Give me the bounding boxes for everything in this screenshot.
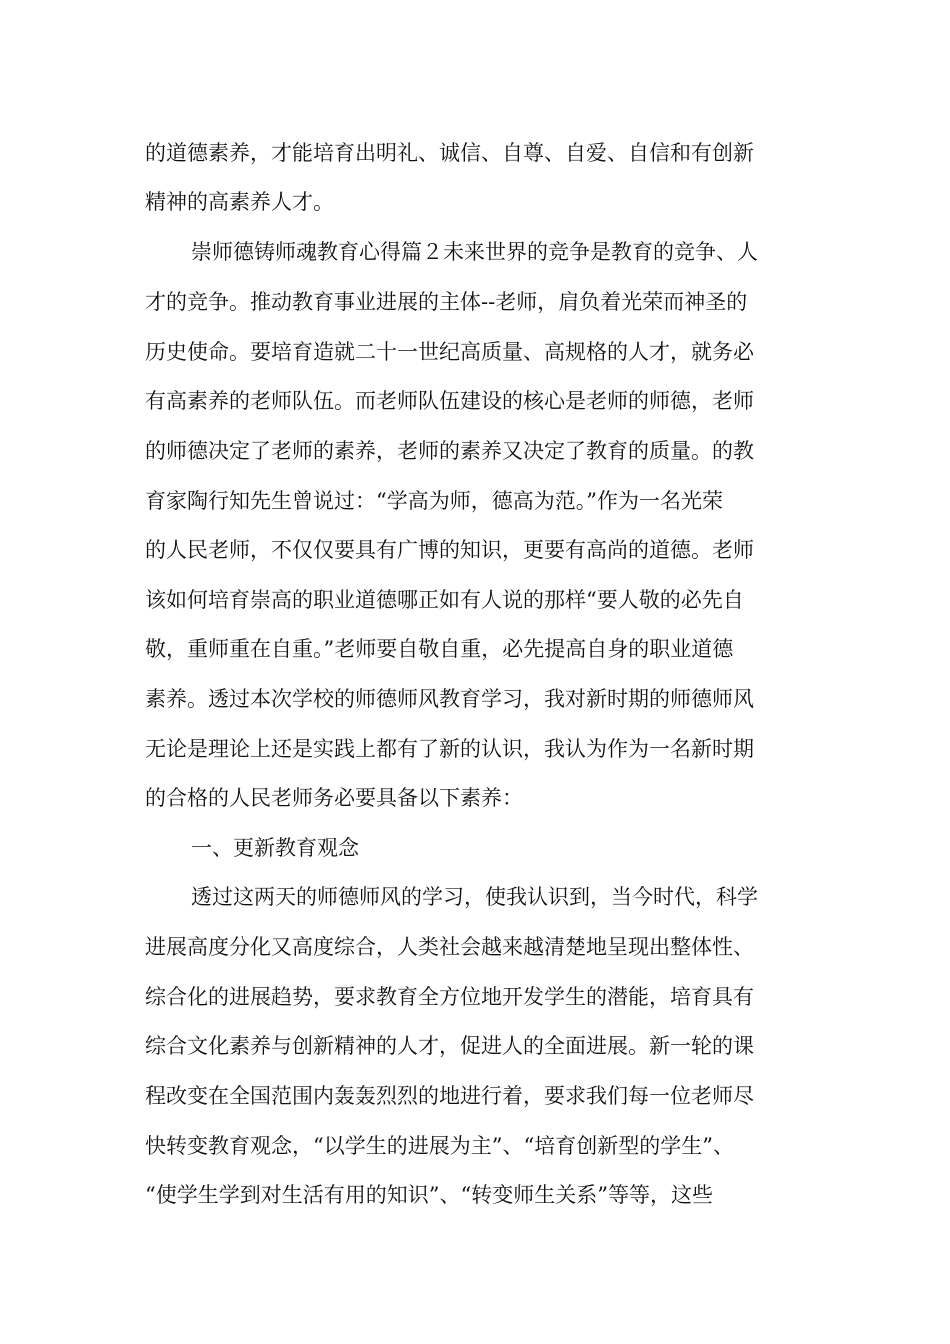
text-line: 无论是理论上还是实践上都有了新的认识，我认为作为一名新时期: [145, 737, 754, 761]
section-heading: 一、更新教育观念: [191, 836, 359, 860]
text-line: 育家陶行知先生曾说过：“学高为师，德高为范。”作为一名光荣: [145, 489, 723, 513]
text-line: 进展高度分化又高度综合，人类社会越来越清楚地呈现出整体性、: [145, 935, 754, 959]
text-line: 程改变在全国范围内轰轰烈烈的地进行着，要求我们每一位老师尽: [145, 1084, 754, 1108]
text-line: 敬，重师重在自重。”老师要自敬自重，必先提高自身的职业道德: [145, 637, 734, 661]
text-line: “使学生学到对生活有用的知识”、“转变师生关系”等等，这些: [145, 1183, 713, 1207]
text-line: 历史使命。要培育造就二十一世纪高质量、高规格的人才，就务必: [145, 340, 754, 364]
paragraph-start-line: 崇师德铸师魂教育心得篇２未来世界的竞争是教育的竞争、人: [191, 240, 758, 264]
text-line: 综合化的进展趋势，要求教育全方位地开发学生的潜能，培育具有: [145, 985, 754, 1009]
text-line: 的合格的人民老师务必要具备以下素养：: [145, 786, 523, 810]
text-line: 的道德素养，才能培育出明礼、诚信、自尊、自爱、自信和有创新: [145, 141, 754, 165]
text-line: 该如何培育崇高的职业道德哪正如有人说的那样“要人敬的必先自: [145, 588, 744, 612]
text-line: 的人民老师，不仅仅要具有广博的知识，更要有高尚的道德。老师: [145, 538, 754, 562]
paragraph-start-line: 透过这两天的师德师风的学习，使我认识到，当今时代，科学: [191, 885, 758, 909]
text-line: 有高素养的老师队伍。而老师队伍建设的核心是老师的师德，老师: [145, 389, 754, 413]
text-line: 精神的高素养人才。: [145, 190, 334, 214]
text-line: 综合文化素养与创新精神的人才，促进人的全面进展。新一轮的课: [145, 1034, 754, 1058]
text-line: 快转变教育观念，“以学生的进展为主”、“培育创新型的学生”、: [145, 1134, 734, 1158]
text-line: 素养。透过本次学校的师德师风教育学习，我对新时期的师德师风: [145, 687, 754, 711]
text-line: 的师德决定了老师的素养，老师的素养又决定了教育的质量。的教: [145, 439, 754, 463]
text-line: 才的竞争。推动教育事业进展的主体--老师，肩负着光荣而神圣的: [145, 290, 748, 314]
